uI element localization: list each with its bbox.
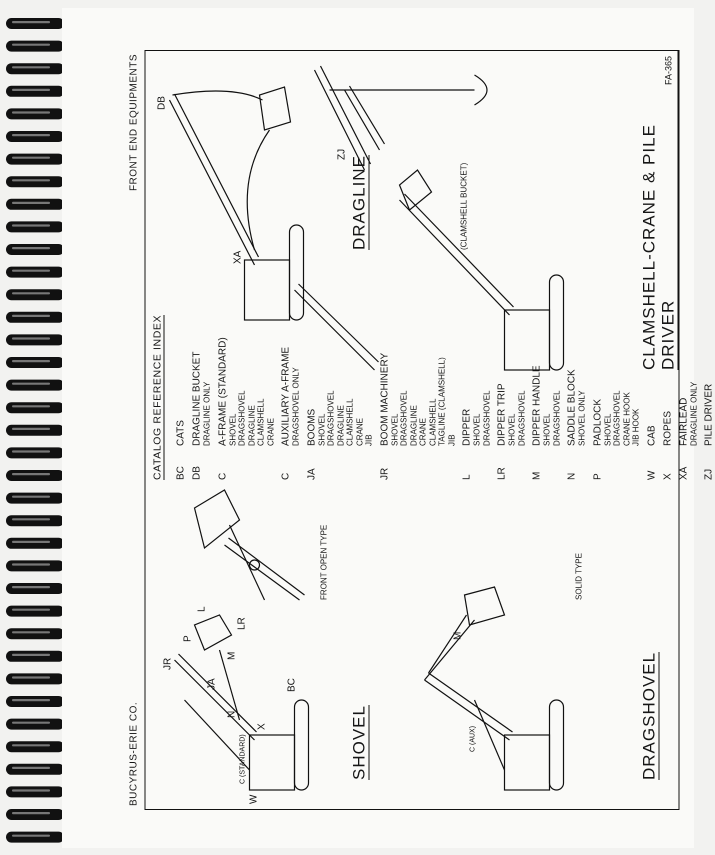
binding-ring xyxy=(6,741,64,752)
binding-ring xyxy=(6,719,64,730)
index-code: ZJ xyxy=(703,468,715,480)
index-code: DB xyxy=(191,466,203,480)
index-subitem: DRAGSHOVEL xyxy=(612,390,622,446)
front-open-caption: FRONT OPEN TYPE xyxy=(319,524,329,600)
ring-highlight xyxy=(12,744,50,746)
index-code: L xyxy=(461,474,473,480)
ring-highlight xyxy=(12,812,50,814)
binding-ring xyxy=(6,267,64,278)
equipment-header: FRONT END EQUIPMENTS xyxy=(128,54,140,192)
index-subitem: CRANE xyxy=(355,417,364,446)
binding-ring xyxy=(6,108,64,119)
index-name: BOOMS xyxy=(306,408,317,446)
binding-ring xyxy=(6,583,64,594)
index-entry xyxy=(462,240,473,480)
binding-ring xyxy=(6,244,64,255)
index-subitems xyxy=(292,240,302,446)
ring-highlight xyxy=(12,631,50,633)
index-subitem: CLAMSHELL xyxy=(256,398,266,446)
index-title: CATALOG REFERENCE INDEX xyxy=(151,314,164,480)
binding-ring xyxy=(6,312,64,323)
index-subitem: DRAGSHOVEL xyxy=(517,390,526,446)
index-subitem: DRAGLINE xyxy=(336,405,345,446)
ring-highlight xyxy=(12,44,50,46)
ring-highlight xyxy=(12,360,50,362)
dragline-title: DRAGLINE xyxy=(349,155,369,250)
ring-highlight xyxy=(12,767,50,769)
index-subitems xyxy=(543,240,562,446)
index-name: DIPPER HANDLE xyxy=(531,365,543,446)
ring-highlight xyxy=(12,563,50,565)
index-name: PADLOCK xyxy=(592,398,603,446)
index-code: LR xyxy=(496,467,508,480)
label-ja: JA xyxy=(206,678,218,690)
index-subitem: SHOVEL ONLY xyxy=(577,390,587,446)
index-name: A-FRAME (STANDARD) xyxy=(217,337,228,446)
ring-highlight xyxy=(12,699,50,701)
binding-ring xyxy=(6,832,64,843)
index-code: X xyxy=(662,473,673,480)
binding-ring xyxy=(6,289,64,300)
binding-ring xyxy=(6,199,64,210)
index-entry xyxy=(497,240,508,480)
binding-ring xyxy=(6,41,64,52)
index-code: C xyxy=(280,472,292,480)
binding-ring xyxy=(6,786,64,797)
index-entry xyxy=(192,240,203,480)
index-subitem: DRAGLINE xyxy=(247,405,256,446)
index-subitem: CLAMSHELL xyxy=(345,398,355,446)
label-lr: LR xyxy=(236,617,248,630)
index-name: BOOM MACHINERY xyxy=(379,352,390,446)
ring-highlight xyxy=(12,21,50,23)
index-entry xyxy=(567,240,578,480)
ring-highlight xyxy=(12,292,50,294)
binding-ring xyxy=(6,176,64,187)
ring-highlight xyxy=(12,157,50,159)
index-code: N xyxy=(566,472,578,480)
ring-highlight xyxy=(12,179,50,181)
binding-ring xyxy=(6,334,64,345)
binding-ring xyxy=(6,470,64,481)
index-subitem: JIB xyxy=(364,434,374,446)
index-code: JA xyxy=(306,468,317,480)
ring-highlight xyxy=(12,111,50,113)
ring-highlight xyxy=(12,89,50,91)
binding-ring xyxy=(6,696,64,707)
index-subitem: TAGLINE (CLAMSHELL) xyxy=(437,357,447,446)
index-code: BC xyxy=(175,466,187,480)
ring-highlight xyxy=(12,247,50,249)
label-c-standard: C (STANDARD) xyxy=(239,734,247,784)
index-subitems xyxy=(228,240,276,446)
label-m-dragshovel: M xyxy=(452,631,464,640)
index-entry xyxy=(379,240,390,480)
index-code: P xyxy=(592,473,603,480)
index-entry xyxy=(678,240,689,480)
index-entry xyxy=(704,240,715,480)
index-entry xyxy=(306,240,317,480)
index-subitem: SHOVEL xyxy=(317,413,326,446)
ring-highlight xyxy=(12,202,50,204)
shovel-title: SHOVEL xyxy=(349,705,369,780)
index-subitems xyxy=(578,240,588,446)
index-subitems xyxy=(689,240,699,446)
ring-highlight xyxy=(12,835,50,837)
ring-highlight xyxy=(12,66,50,68)
index-name: CATS xyxy=(175,420,187,446)
index-entry xyxy=(217,240,228,480)
dragshovel-diagram xyxy=(425,587,564,790)
index-name: SADDLE BLOCK xyxy=(566,369,578,446)
index-entry xyxy=(176,240,187,480)
index-name: DIPPER xyxy=(461,408,473,446)
binding-ring xyxy=(6,380,64,391)
index-entry xyxy=(592,240,603,480)
binding-ring xyxy=(6,86,64,97)
index-name: ROPES xyxy=(662,410,673,446)
label-jr: JR xyxy=(162,657,174,670)
binding-ring xyxy=(6,515,64,526)
ring-highlight xyxy=(12,383,50,385)
index-subitem: DRAGSHOVEL ONLY xyxy=(291,367,301,446)
index-entry xyxy=(532,240,543,480)
index-subitem: DRAGLINE xyxy=(409,405,418,446)
catalog-reference-index xyxy=(153,240,715,480)
index-subitems xyxy=(203,240,213,446)
ring-highlight xyxy=(12,428,50,430)
ring-highlight xyxy=(12,450,50,452)
label-xa: XA xyxy=(232,250,244,264)
solid-type-caption: SOLID TYPE xyxy=(574,553,584,600)
ring-highlight xyxy=(12,789,50,791)
label-x: X xyxy=(256,723,268,730)
index-subitem: JIB xyxy=(447,434,456,446)
ring-highlight xyxy=(12,337,50,339)
binding-ring xyxy=(6,447,64,458)
ring-highlight xyxy=(12,676,50,678)
label-m: M xyxy=(226,651,238,660)
index-subitem: DRAGLINE ONLY xyxy=(202,381,212,446)
index-subitem: DRAGLINE ONLY xyxy=(689,381,698,446)
label-l: L xyxy=(196,606,208,612)
ring-highlight xyxy=(12,722,50,724)
binding-ring xyxy=(6,628,64,639)
clam-bucket-caption: (CLAMSHELL BUCKET) xyxy=(459,162,469,250)
binding-ring xyxy=(6,651,64,662)
label-n: N xyxy=(226,710,238,718)
index-name: FAIRLEAD xyxy=(678,397,689,446)
binding-ring xyxy=(6,606,64,617)
ring-highlight xyxy=(12,541,50,543)
binding-ring xyxy=(6,493,64,504)
index-subitem: CRANE xyxy=(418,417,428,446)
index-subitem: CRANE HOOK xyxy=(622,392,631,446)
binding-ring xyxy=(6,560,64,571)
label-p: P xyxy=(182,635,194,642)
rotated-sheet xyxy=(105,50,715,810)
index-name: CAB xyxy=(646,425,657,446)
index-subitem: DRAGSHOVEL xyxy=(482,390,491,446)
ring-highlight xyxy=(12,609,50,611)
index-subitem: CLAMSHELL xyxy=(428,398,437,446)
ring-highlight xyxy=(12,315,50,317)
binding-ring xyxy=(6,221,64,232)
index-subitems xyxy=(508,240,527,446)
ring-highlight xyxy=(12,518,50,520)
binding-ring xyxy=(6,402,64,413)
index-subitems xyxy=(603,240,641,446)
index-subitem: SHOVEL xyxy=(507,413,517,446)
binding-ring xyxy=(6,764,64,775)
index-subitem: JIB HOOK xyxy=(631,408,641,446)
clamshell-title: CLAMSHELL-CRANE & PILE DRIVER xyxy=(640,50,679,370)
binding-ring xyxy=(6,154,64,165)
index-entry xyxy=(646,240,657,480)
label-db: DB xyxy=(156,96,168,110)
binding-ring xyxy=(6,63,64,74)
index-subitem: SHOVEL xyxy=(228,413,237,446)
ring-highlight xyxy=(12,586,50,588)
index-subitem: SHOVEL xyxy=(603,413,612,446)
index-subitem: DRAGSHOVEL xyxy=(237,390,247,446)
label-bc: BC xyxy=(286,678,298,692)
ring-highlight xyxy=(12,224,50,226)
binding-ring xyxy=(6,131,64,142)
index-name: DRAGLINE BUCKET xyxy=(191,351,203,446)
index-code: JR xyxy=(379,467,390,480)
dragshovel-title: DRAGSHOVEL xyxy=(639,651,659,780)
index-subitem: DRAGSHOVEL xyxy=(399,390,409,446)
index-code: C xyxy=(217,472,228,480)
index-code: W xyxy=(646,470,657,480)
binding-ring xyxy=(6,809,64,820)
company-header: BUCYRUS-ERIE CO. xyxy=(128,701,140,806)
index-name: AUXILIARY A-FRAME xyxy=(280,346,292,446)
index-name: DIPPER TRIP xyxy=(496,383,508,446)
index-subitem: CRANE xyxy=(266,417,275,446)
ring-highlight xyxy=(12,270,50,272)
index-subitems xyxy=(317,240,374,446)
ring-highlight xyxy=(12,654,50,656)
label-c-aux: C (AUX) xyxy=(469,725,477,752)
label-zj: ZJ xyxy=(336,148,348,160)
ring-highlight xyxy=(12,405,50,407)
ring-highlight xyxy=(12,134,50,136)
index-entry xyxy=(281,240,292,480)
index-code: M xyxy=(531,471,543,480)
binding-ring xyxy=(6,357,64,368)
binding-ring xyxy=(6,673,64,684)
index-subitem: SHOVEL xyxy=(472,413,482,446)
ring-highlight xyxy=(12,496,50,498)
binding-ring xyxy=(6,18,64,29)
ring-highlight xyxy=(12,473,50,475)
index-subitem: DRAGSHOVEL xyxy=(552,390,561,446)
index-subitem: SHOVEL xyxy=(542,413,552,446)
binding-ring xyxy=(6,538,64,549)
index-subitem: DRAGSHOVEL xyxy=(326,390,336,446)
index-code: XA xyxy=(678,466,689,480)
index-subitems xyxy=(390,240,457,446)
index-subitems xyxy=(473,240,492,446)
index-name: PILE DRIVER xyxy=(703,383,715,446)
page-number: FA-365 xyxy=(663,56,674,86)
index-subitem: SHOVEL xyxy=(390,413,399,446)
front-open-shovel xyxy=(195,490,305,600)
index-entry xyxy=(662,240,673,480)
label-w: W xyxy=(248,794,260,804)
binding-ring xyxy=(6,425,64,436)
